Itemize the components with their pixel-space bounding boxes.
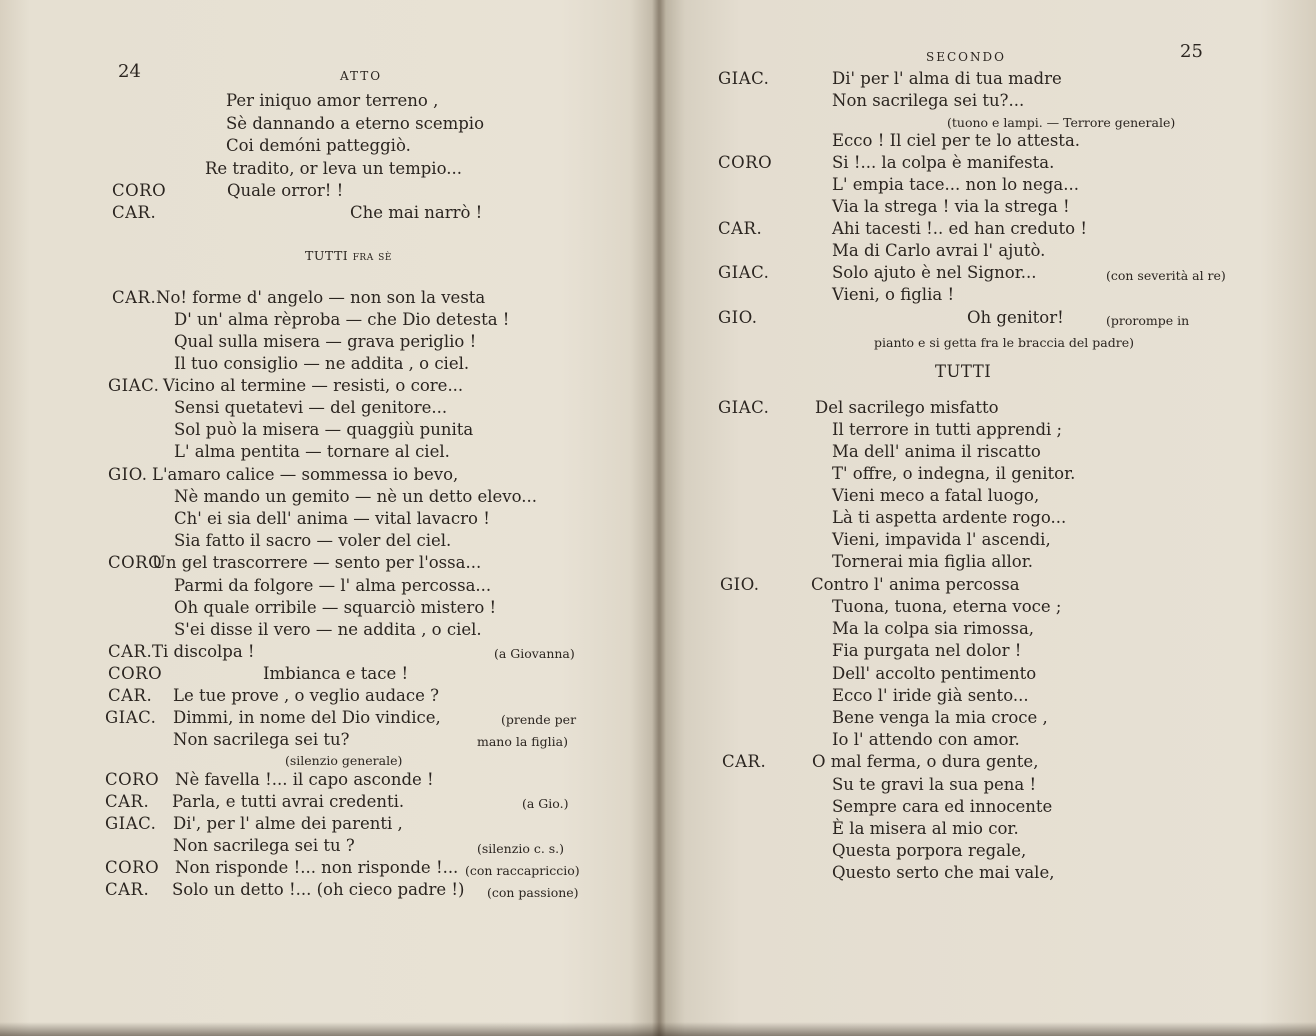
stage-direction: mano la figlia) [477, 734, 568, 749]
verse-line: Di' per l' alma di tua madre [832, 69, 1062, 88]
verse-line: Nè favella !... il capo asconde ! [175, 770, 434, 789]
verse-line: Per iniquo amor terreno , [226, 91, 439, 110]
verse-line: Qual sulla misera — grava periglio ! [174, 332, 477, 351]
stage-direction: (silenzio c. s.) [477, 841, 565, 856]
verse-line: Fia purgata nel dolor ! [832, 641, 1022, 660]
speaker-label: CAR. [722, 752, 767, 771]
page-number: 24 [118, 61, 141, 82]
stage-direction: (prorompe in [1106, 313, 1190, 328]
speaker-label: GIO. [718, 308, 758, 327]
stage-direction: (a Gio.) [522, 796, 569, 811]
verse-line: Ch' ei sia dell' anima — vital lavacro ! [174, 509, 490, 528]
verse-line: Questo serto che mai vale, [832, 863, 1055, 882]
verse-line: Parla, e tutti avrai credenti. [172, 792, 405, 811]
stage-direction: (prende per [501, 712, 577, 727]
verse-line: Parmi da folgore — l' alma percossa... [174, 576, 492, 595]
verse-line: Si !... la colpa è manifesta. [832, 153, 1055, 172]
verse-line: L' empia tace... non lo nega... [832, 175, 1079, 194]
verse-line: Oh genitor! [967, 308, 1064, 327]
verse-line: Imbianca e tace ! [263, 664, 409, 683]
verse-line: Non sacrilega sei tu ? [173, 836, 355, 855]
verse-line: Dimmi, in nome del Dio vindice, [173, 708, 441, 727]
verse-line: S'ei disse il vero — ne addita , o ciel. [174, 620, 482, 639]
verse-line: Bene venga la mia croce , [832, 708, 1048, 727]
speaker-label: GIAC. [105, 814, 157, 833]
speaker-label: CAR. [112, 288, 157, 307]
verse-line: Vieni, o figlia ! [832, 285, 955, 304]
verse-line: Ma di Carlo avrai l' ajutò. [832, 241, 1046, 260]
verse-line: Su te gravi la sua pena ! [832, 775, 1037, 794]
verse-line: Vieni, impavida l' ascendi, [832, 530, 1051, 549]
verse-line: Non risponde !... non risponde !... [175, 858, 459, 877]
verse-line: Nè mando un gemito — nè un detto elevo... [174, 487, 538, 506]
verse-line: Le tue prove , o veglio audace ? [173, 686, 439, 705]
verse-line: D' un' alma rèproba — che Dio detesta ! [174, 310, 510, 329]
verse-line: Via la strega ! via la strega ! [832, 197, 1070, 216]
speaker-label: GIAC. [105, 708, 157, 727]
verse-line: Oh quale orribile — squarciò mistero ! [174, 598, 497, 617]
verse-line: Solo un detto !... (oh cieco padre !) [172, 880, 465, 899]
page-number: 25 [1180, 41, 1203, 62]
verse-line: Sensi quetatevi — del genitore... [174, 398, 448, 417]
verse-line: Vieni meco a fatal luogo, [832, 486, 1040, 505]
verse-line: Dell' accolto pentimento [832, 664, 1037, 683]
verse-line: Vicino al termine — resisti, o core... [163, 376, 464, 395]
speaker-label: CORO [105, 770, 160, 789]
verse-line: Là ti aspetta ardente rogo... [832, 508, 1067, 527]
stage-heading: TUTTI [935, 362, 992, 381]
verse-line: L'amaro calice — sommessa io bevo, [152, 465, 459, 484]
verse-line: Coi demóni patteggiò. [226, 136, 411, 155]
stage-direction: (con severità al re) [1106, 268, 1226, 283]
speaker-label: GIAC. [718, 398, 770, 417]
running-head: SECONDO [926, 50, 1006, 64]
verse-line: Ma dell' anima il riscatto [832, 442, 1041, 461]
stage-direction: pianto e si getta fra le braccia del padre) [874, 335, 1134, 350]
speaker-label: CAR. [108, 686, 153, 705]
stage-direction: (con raccapriccio) [465, 863, 580, 878]
verse-line: Io l' attendo con amor. [832, 730, 1020, 749]
verse-line: T' offre, o indegna, il genitor. [832, 464, 1076, 483]
verse-line: Di', per l' alme dei parenti , [173, 814, 403, 833]
verse-line: Re tradito, or leva un tempio... [205, 159, 462, 178]
verse-line: Del sacrilego misfatto [815, 398, 999, 417]
verse-line: Tuona, tuona, eterna voce ; [832, 597, 1062, 616]
verse-line: Ma la colpa sia rimossa, [832, 619, 1035, 638]
speaker-label: GIO. [720, 575, 760, 594]
speaker-label: GIAC. [718, 263, 770, 282]
speaker-label: CAR. [105, 792, 150, 811]
verse-line: O mal ferma, o dura gente, [812, 752, 1039, 771]
stage-heading: TUTTI fra sè [305, 248, 392, 263]
verse-line: Che mai narrò ! [350, 203, 483, 222]
speaker-label: CAR. [718, 219, 763, 238]
running-head: ATTO [340, 69, 383, 83]
verse-line: Non sacrilega sei tu?... [832, 91, 1025, 110]
speaker-label: CORO [108, 553, 163, 572]
verse-line: Quale orror! ! [227, 181, 344, 200]
verse-line: Ti discolpa ! [152, 642, 255, 661]
speaker-label: CAR. [105, 880, 150, 899]
speaker-label: CAR. [112, 203, 157, 222]
speaker-label: GIAC. [108, 376, 160, 395]
page-bottom-edge [0, 1022, 1316, 1036]
book-gutter [652, 0, 666, 1036]
verse-line: Tornerai mia figlia allor. [832, 552, 1034, 571]
verse-line: Ecco ! Il ciel per te lo attesta. [832, 131, 1081, 150]
speaker-label: CORO [718, 153, 773, 172]
right-page [660, 0, 1316, 1036]
verse-line: Sol può la misera — quaggiù punita [174, 420, 474, 439]
speaker-label: CORO [112, 181, 167, 200]
verse-line: Non sacrilega sei tu? [173, 730, 350, 749]
verse-line: È la misera al mio cor. [832, 819, 1019, 838]
speaker-label: CAR. [108, 642, 153, 661]
speaker-label: GIO. [108, 465, 148, 484]
verse-line: Questa porpora regale, [832, 841, 1027, 860]
stage-direction: (silenzio generale) [285, 753, 403, 768]
verse-line: L' alma pentita — tornare al ciel. [174, 442, 450, 461]
verse-line: Sia fatto il sacro — voler del ciel. [174, 531, 452, 550]
speaker-label: CORO [108, 664, 163, 683]
verse-line: Ecco l' iride già sento... [832, 686, 1029, 705]
verse-line: Il terrore in tutti apprendi ; [832, 420, 1063, 439]
speaker-label: CORO [105, 858, 160, 877]
verse-line: Contro l' anima percossa [811, 575, 1020, 594]
stage-direction: (a Giovanna) [494, 646, 575, 661]
verse-line: Solo ajuto è nel Signor... [832, 263, 1037, 282]
verse-line: Sè dannando a eterno scempio [226, 114, 484, 133]
verse-line: Il tuo consiglio — ne addita , o ciel. [174, 354, 470, 373]
stage-direction: (con passione) [487, 885, 579, 900]
verse-line: Un gel trascorrere — sento per l'ossa... [152, 553, 482, 572]
verse-line: Ahi tacesti !.. ed han creduto ! [832, 219, 1087, 238]
speaker-label: GIAC. [718, 69, 770, 88]
verse-line: Sempre cara ed innocente [832, 797, 1053, 816]
stage-direction: (tuono e lampi. — Terrore generale) [947, 115, 1176, 130]
verse-line: No! forme d' angelo — non son la vesta [156, 288, 486, 307]
